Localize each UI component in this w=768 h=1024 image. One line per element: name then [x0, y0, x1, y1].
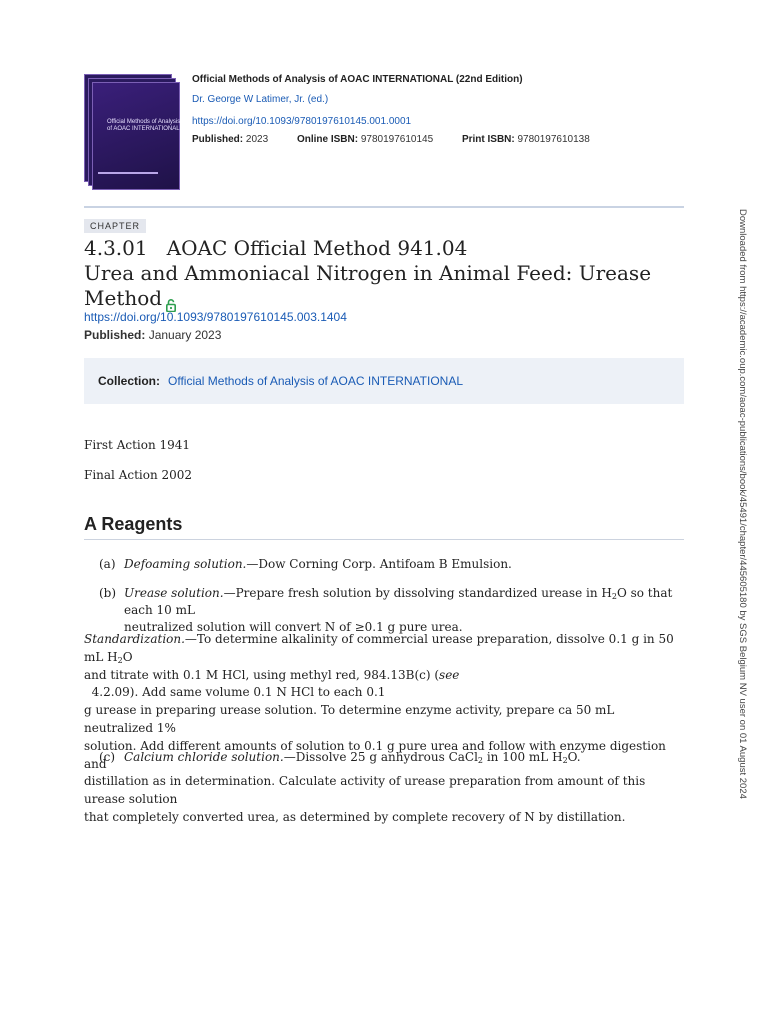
book-online-isbn-label: Online ISBN: [296, 134, 359, 145]
paragraph-text: —To determine alkalinity of commercial urease preparation, dissolve 0.1 g in 50 mL H [84, 632, 674, 664]
section-heading-reagents: A Reagents [84, 514, 183, 534]
standardization-term: Standardization. [84, 632, 185, 646]
paragraph-text: distillation as in determination. Calculate activity of urease preparation from amount of this urease solution [84, 774, 646, 807]
item-text [124, 749, 684, 766]
cover-decoration [98, 172, 158, 174]
chapter-doi-link[interactable]: https://doi.org/10.1093/9780197610145.003.1404 [84, 310, 347, 324]
book-published-label: Published: [192, 134, 244, 145]
item-description: —Dissolve 25 g anhydrous CaCl [283, 750, 478, 764]
item-description: O so that each 10 mL [124, 586, 673, 617]
item-term: Urease solution. [124, 586, 224, 600]
chapter-published [84, 328, 221, 342]
book-publication-info [192, 134, 616, 145]
item-description: —Dow Corning Corp. Antifoam B Emulsion. [246, 557, 512, 571]
book-title: Official Methods of Analysis of AOAC INTERNATIONAL (22nd Edition) [192, 74, 523, 85]
see-reference: see [439, 667, 460, 682]
paragraph-text: solution. Add different amounts of solution to 0.1 g pure urea and follow with enzyme digestion and [84, 738, 666, 771]
item-description: —Prepare fresh solution by dissolving standardized urease in H [223, 586, 612, 600]
chapter-badge: CHAPTER [84, 219, 146, 233]
paragraph-text: and titrate with 0.1 M HCl, using methyl red, 984.13B(c) ( [84, 667, 440, 682]
book-print-isbn [462, 134, 590, 145]
book-online-isbn [297, 134, 433, 145]
section-rule [84, 539, 684, 540]
first-action-text: First Action 1941 [84, 438, 191, 452]
paragraph-text: g urease in preparing urease solution. To determine enzyme activity, prepare ca 50 mL neutralized 1% [84, 703, 615, 735]
item-description: neutralized solution will convert N of ≥0.1 g pure urea. [124, 620, 463, 634]
book-cover-image[interactable] [84, 72, 180, 188]
subscript: 2 [562, 756, 568, 765]
book-online-isbn-value: 9780197610145 [360, 134, 434, 145]
chapter-title-line1: 4.3.01 AOAC Official Method 941.04 [84, 236, 468, 260]
chapter-title-line3: Method [84, 286, 163, 310]
subscript: 2 [611, 592, 617, 601]
chapter-published-label: Published: [84, 328, 146, 342]
item-marker: (b) [99, 586, 117, 600]
paragraph-text: 4.2.09). Add same volume 0.1 N HCl to each 0.1 [84, 685, 386, 700]
cover-title: Official Methods of Analysis of AOAC INTERNATIONAL [107, 119, 181, 132]
item-term: Defoaming solution. [124, 557, 247, 571]
book-print-isbn-value: 9780197610138 [517, 134, 590, 145]
collection-label: Collection: [98, 374, 160, 388]
paragraph-text: O [122, 649, 133, 664]
collection-link[interactable]: Official Methods of Analysis of AOAC INTERNATIONAL [168, 374, 463, 388]
chapter-title-line2: Urea and Ammoniacal Nitrogen in Animal Feed: Urease [84, 261, 652, 285]
item-text [124, 585, 684, 636]
download-notice-sidebar [736, 209, 750, 819]
subscript: 2 [477, 756, 484, 765]
book-header [84, 72, 684, 192]
final-action-text: Final Action 2002 [84, 468, 193, 482]
book-print-isbn-label: Print ISBN: [461, 134, 515, 145]
open-access-lock-icon [166, 293, 176, 306]
item-marker: (c) [99, 750, 116, 764]
collection-box [84, 358, 684, 404]
chapter-published-value: January 2023 [148, 328, 222, 342]
item-description: in 100 mL H [483, 750, 563, 764]
book-editor-link[interactable]: Dr. George W Latimer, Jr. (ed.) [192, 94, 329, 105]
item-marker: (a) [99, 557, 116, 571]
book-published-value: 2023 [245, 134, 269, 145]
item-text [124, 556, 684, 573]
item-description: O. [567, 750, 581, 764]
paragraph-text: that completely converted urea, as determined by complete recovery of N by distillation. [84, 809, 626, 824]
chapter-title [84, 236, 684, 311]
standardization-paragraph [84, 631, 684, 827]
subscript: 2 [117, 655, 123, 665]
book-doi-link[interactable]: https://doi.org/10.1093/9780197610145.001.0001 [192, 116, 412, 127]
item-term: Calcium chloride solution. [124, 750, 284, 764]
book-published [192, 134, 268, 145]
download-notice-text: Downloaded from https://academic.oup.com/aoac-publications/book/45491/chapter/445605180 by SGS Belgium NV user on 01 August 2024 [737, 209, 748, 799]
header-divider [84, 206, 684, 208]
